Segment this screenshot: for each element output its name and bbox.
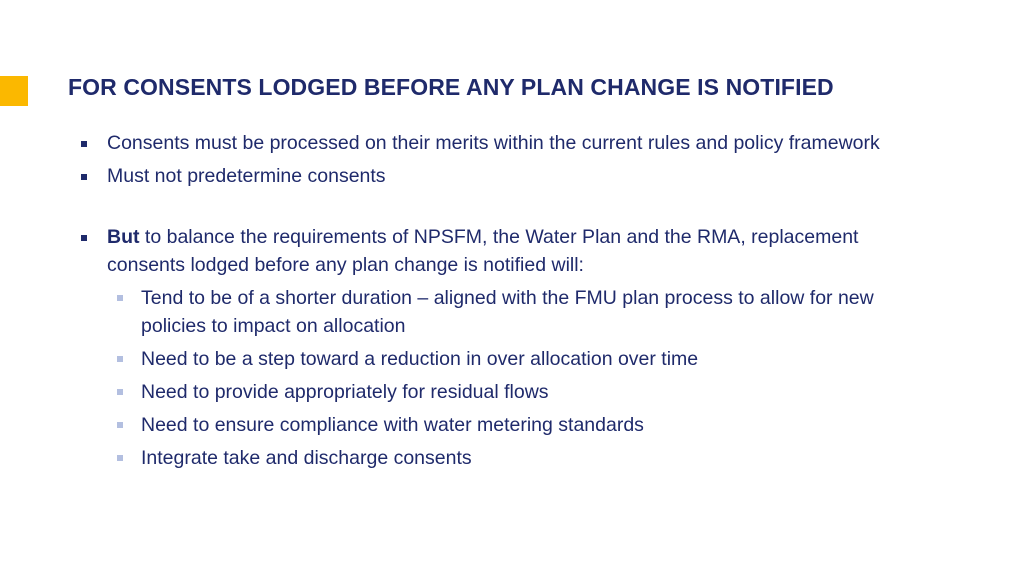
slide-body	[76, 129, 936, 472]
square-sub-bullet-icon	[117, 455, 123, 461]
square-sub-bullet-icon	[117, 356, 123, 362]
slide-title: FOR CONSENTS LODGED BEFORE ANY PLAN CHANGE IS NOTIFIED	[68, 74, 834, 100]
spacer	[76, 190, 936, 223]
square-bullet-icon	[81, 174, 87, 180]
bullet-item-1	[76, 129, 936, 157]
square-sub-bullet-icon	[117, 389, 123, 395]
sub-bullet-text: Need to ensure compliance with water metering standards	[141, 414, 644, 436]
square-sub-bullet-icon	[117, 422, 123, 428]
bullet-text: to balance the requirements of NPSFM, the Water Plan and the RMA, replacement consents lodged before any plan change is notified will:	[107, 226, 859, 276]
sub-bullet-item-5	[76, 444, 936, 472]
square-bullet-icon	[81, 235, 87, 241]
square-sub-bullet-icon	[117, 295, 123, 301]
bullet-bold-lead: But	[107, 226, 140, 248]
sub-bullet-item-3	[76, 378, 936, 406]
bullet-item-but	[76, 223, 936, 279]
sub-bullet-item-2	[76, 345, 936, 373]
sub-bullet-item-1	[76, 284, 936, 340]
sub-bullet-text: Tend to be of a shorter duration – aligned with the FMU plan process to allow for new policies to impact on allocation	[141, 287, 874, 337]
bullet-text: Consents must be processed on their merits within the current rules and policy framework	[107, 132, 880, 154]
sub-bullet-item-4	[76, 411, 936, 439]
bullet-item-2	[76, 162, 936, 190]
sub-bullet-text: Need to be a step toward a reduction in over allocation over time	[141, 348, 699, 370]
sub-bullet-text: Integrate take and discharge consents	[141, 447, 472, 469]
bullet-text: Must not predetermine consents	[107, 165, 386, 187]
square-bullet-icon	[81, 141, 87, 147]
accent-block	[0, 76, 28, 106]
sub-bullet-text: Need to provide appropriately for residual flows	[141, 381, 549, 403]
